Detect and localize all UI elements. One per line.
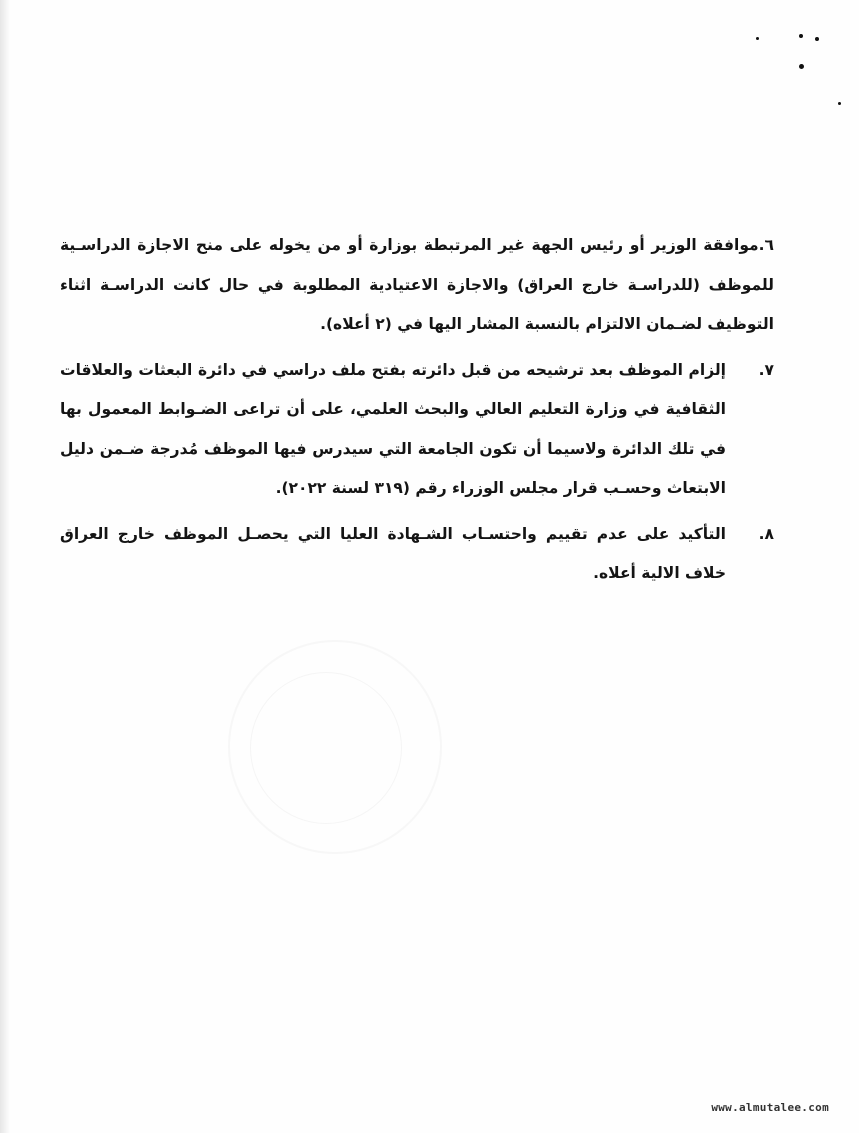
scan-speck — [799, 64, 804, 69]
website-watermark: www.almutalee.com — [711, 1101, 829, 1114]
scan-speck — [756, 37, 759, 40]
clause-number: ٦. — [758, 236, 774, 254]
clause-8 — [60, 515, 774, 594]
clause-6 — [60, 226, 774, 345]
document-body — [60, 226, 774, 594]
clause-text: إلزام الموظف بعد ترشيحه من قبل دائرته بفتح ملف دراسي في دائرة البعثات والعلاقات الثقافية في وزارة التعليم العالي والبحث العلمي، على أن تراعى الضـوابط المعمول بها في تلك الدائرة ولاسيما أن تكون الجامعة التي سيدرس فيها الموظف مُدرجة ضـمن دليل الابتعاث وحسـب قرار مجلس الوزراء رقم (٣١٩ لسنة ٢٠٢٢). — [60, 360, 726, 497]
scan-edge-shadow — [0, 0, 10, 1133]
clause-text: موافقة الوزير أو رئيس الجهة غير المرتبطة بوزارة أو من يخوله على منح الاجازة الدراسـية للموظف (للدراسـة خارج العراق) والاجازة الاعتيادية المطلوبة في حال كانت الدراسـة اثناء التوظيف لضـمان الالتزام بالنسبة المشار اليها في (٢ أعلاه). — [60, 236, 774, 333]
clause-number: ٨. — [758, 524, 774, 543]
scan-speck — [838, 102, 841, 105]
clause-7 — [60, 351, 774, 509]
faint-stamp-mark-inner — [250, 672, 402, 824]
clause-number: ٧. — [758, 360, 774, 379]
scan-speck — [815, 37, 819, 41]
scan-speck — [799, 34, 803, 38]
clause-text: التأكيد على عدم تقييم واحتسـاب الشـهادة العليا التي يحصـل الموظف خارج العراق خلاف الالية أعلاه. — [60, 524, 726, 582]
